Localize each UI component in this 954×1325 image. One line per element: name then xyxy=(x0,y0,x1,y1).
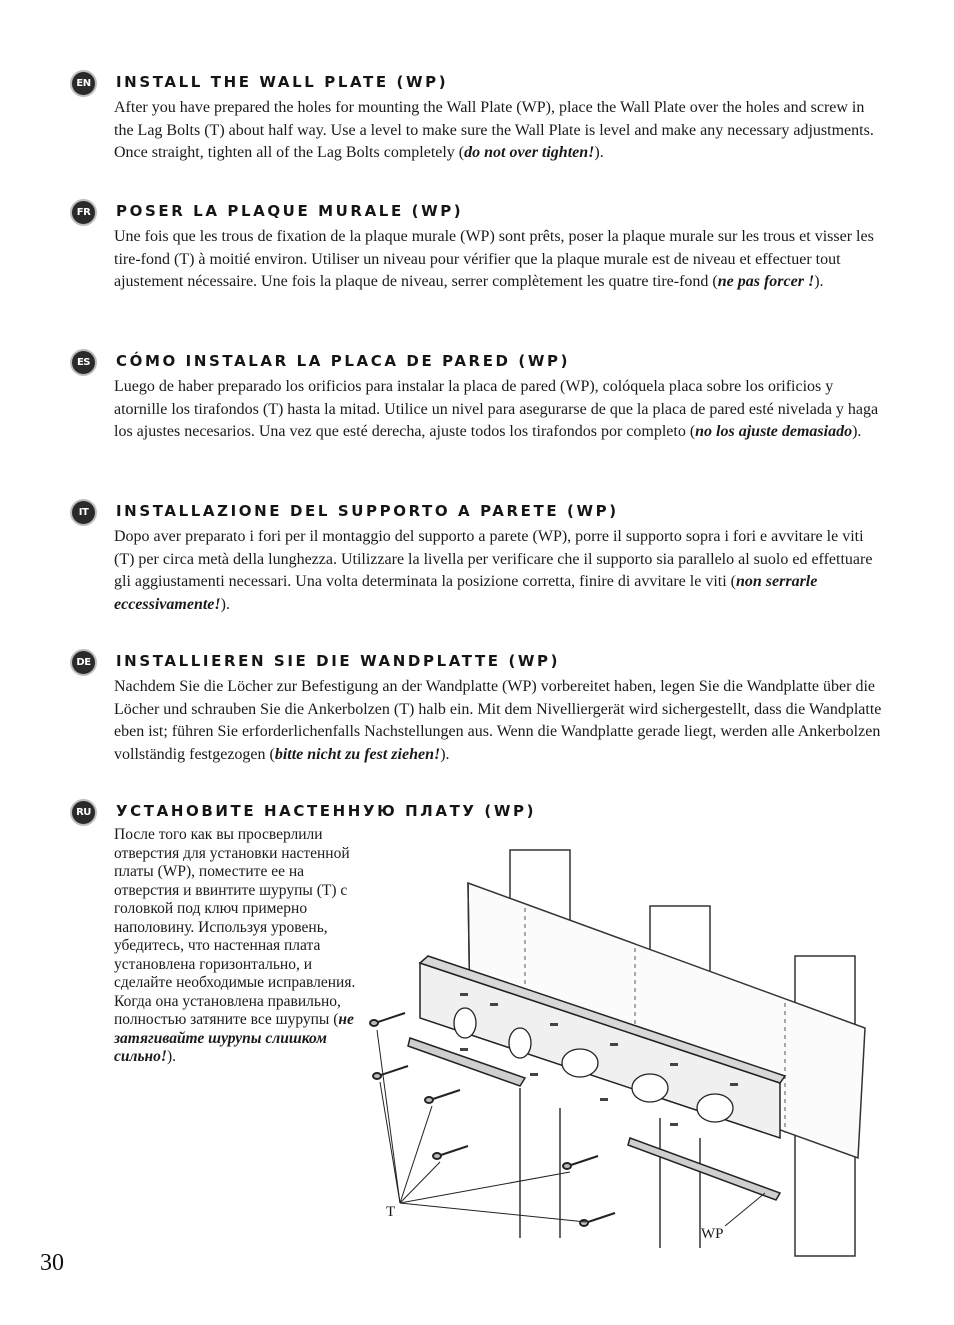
language-badge-fr: FR xyxy=(70,199,97,226)
instruction-text: After you have prepared the holes for mounting the Wall Plate (WP), place the Wall Plate over the holes and screw in the Lag Bolts (T) about half way. Use a level to make sure the Wall Plate is level and make any necessary adjustments. Once straight, tighten all of the Lag Bolts completely (do not over tighten!). xyxy=(114,99,874,161)
language-badge-it: IT xyxy=(70,499,97,526)
lag-bolt-label: T xyxy=(386,1204,396,1220)
warning-text: не затягивайте шурупы слишком сильно! xyxy=(114,1011,354,1065)
wall-plate-label: WP xyxy=(701,1226,724,1242)
wall-plate-diagram xyxy=(360,838,890,1258)
warning-text: ne pas forcer ! xyxy=(717,273,815,290)
language-badge-de: DE xyxy=(70,649,97,676)
warning-text: non serrarle eccessivamente! xyxy=(114,573,818,613)
instruction-text: Nachdem Sie die Löcher zur Befestigung an der Wandplatte (WP) vorbereitet haben, legen Sie die Wandplatte über die Löcher und schrauben Sie die Ankerbolzen (T) halb ein. Mit dem Nivelliergerät wird sichergestellt, dass die Wandplatte eben ist; führen Sie erforderlichenfalls Nachstellungen aus. Wenn die Wandplatte gerade liegt, werden alle Ankerbolzen vollständig festgezogen (bitte nicht zu fest ziehen!). xyxy=(114,678,882,763)
section-heading: УСТАНОВИТЕ НАСТЕННУЮ ПЛАТУ (WP) xyxy=(116,802,537,820)
wall-plate-illustration xyxy=(360,838,890,1263)
instruction-text: После того как вы просверлили отверстия для установки настенной платы (WP), поместите ее на отверстия и ввинтите шурупы (T) с головкой под ключ примерно наполовину. Используя уровень, убедитесь, что настенная плата установлена горизонтально, и сделайте необходимые исправления. Когда она установлена правильно, полностью затяните все шурупы (не затягивайте шурупы слишком сильно!). xyxy=(114,826,356,1065)
warning-text: do not over tighten! xyxy=(464,144,595,161)
language-badge-ru: RU xyxy=(70,799,97,826)
section-heading: POSER LA PLAQUE MURALE (WP) xyxy=(116,202,464,220)
section-heading: INSTALLIEREN SIE DIE WANDPLATTE (WP) xyxy=(116,652,561,670)
instruction-text: Luego de haber preparado los orificios para instalar la placa de pared (WP), colóquela placa sobre los orificios y atornille los tirafondos (T) hasta la mitad. Utilice un nivel para asegurarse de que la placa de pared esté nivelada y haga los ajustes necesarios. Una vez que esté derecha, ajuste todos los tirafondos por completo (no los ajuste demasiado). xyxy=(114,378,879,440)
instruction-text: Une fois que les trous de fixation de la plaque murale (WP) sont prêts, poser la plaque murale sur les trous et visser les tire-fond (T) à moitié environ. Utiliser un niveau pour vérifier que la plaque murale est de niveau et effectuer tout ajustement nécessaire. Une fois la plaque de niveau, serrer complètement les quatre tire-fond (ne pas forcer !). xyxy=(114,228,874,290)
section-heading: CÓMO INSTALAR LA PLACA DE PARED (WP) xyxy=(116,352,571,370)
page-number: 30 xyxy=(40,1250,64,1276)
section-heading: INSTALLAZIONE DEL SUPPORTO A PARETE (WP) xyxy=(116,502,619,520)
language-badge-en: EN xyxy=(70,70,97,97)
language-badge-es: ES xyxy=(70,349,97,376)
section-heading: INSTALL THE WALL PLATE (WP) xyxy=(116,73,449,91)
instruction-text: Dopo aver preparato i fori per il montaggio del supporto a parete (WP), porre il supporto sopra i fori e avvitare le viti (T) per circa metà della lunghezza. Utilizzare la livella per verificare che il supporto sia parallelo al suolo ed effettuare gli aggiustamenti necessari. Una volta determinata la posizione corretta, finire di avvitare le viti (non serrarle eccessivamente!). xyxy=(114,528,873,613)
warning-text: no los ajuste demasiado xyxy=(695,423,853,440)
warning-text: bitte nicht zu fest ziehen! xyxy=(274,745,441,763)
